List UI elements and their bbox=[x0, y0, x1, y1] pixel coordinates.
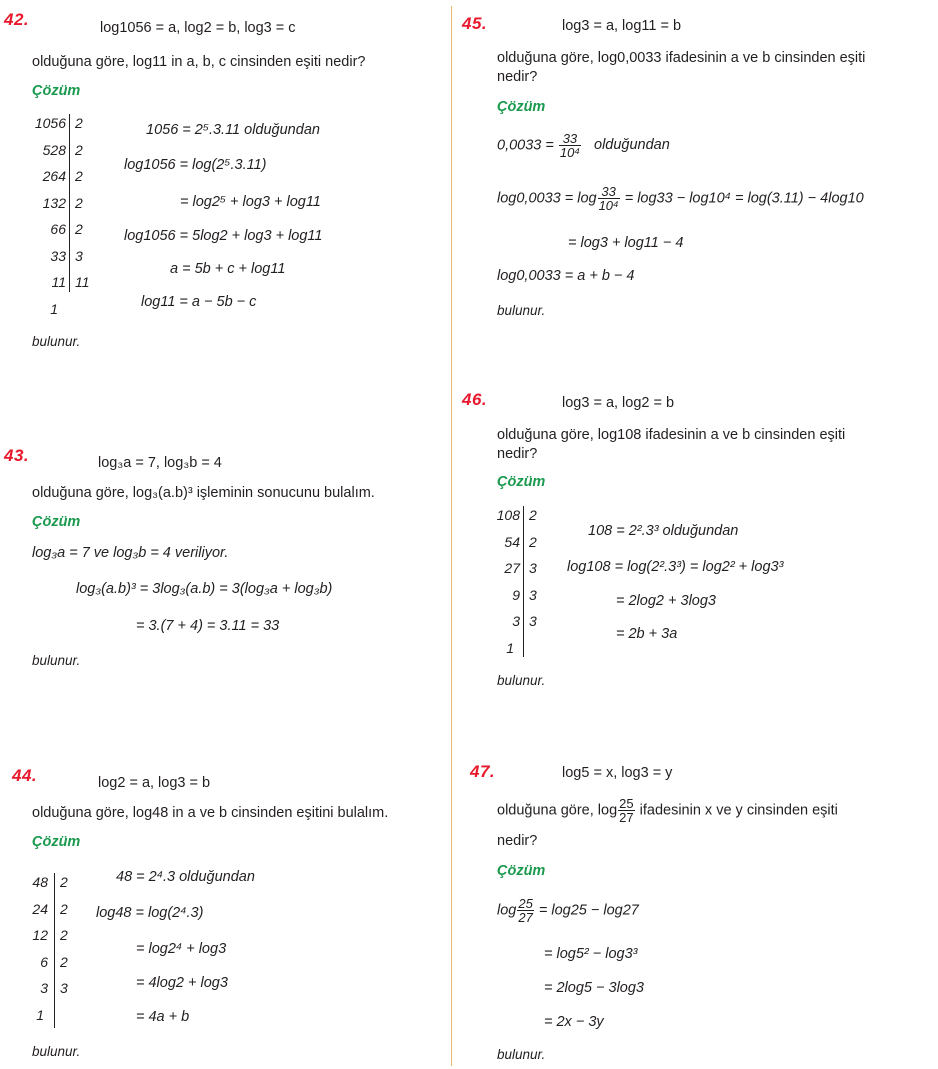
factor-value: 528 bbox=[42, 141, 66, 158]
factor-value: 27 bbox=[504, 560, 520, 576]
solution-line: log0,0033 = a + b − 4 bbox=[497, 268, 635, 284]
factor-value: 48 bbox=[32, 874, 48, 890]
factor-value: 33 bbox=[50, 247, 66, 264]
fraction bbox=[559, 132, 581, 159]
solution-line bbox=[497, 185, 864, 212]
factor-divisor: 2 bbox=[60, 900, 68, 917]
solution-line: log1056 = 5log2 + log3 + log11 bbox=[124, 228, 323, 244]
factor-value: 1 bbox=[50, 300, 58, 317]
solution-line: log108 = log(2².3³) = log2² + log3³ bbox=[567, 559, 784, 575]
problem-number: 46. bbox=[462, 390, 488, 409]
factor-divisor: 11 bbox=[75, 274, 90, 290]
factor-left bbox=[24, 874, 48, 1033]
factor-value: 9 bbox=[512, 586, 520, 603]
problem-number: 44. bbox=[12, 766, 38, 785]
factor-left bbox=[30, 115, 66, 327]
factor-value: 3 bbox=[40, 980, 48, 996]
solution-line: log48 = log(2⁴.3) bbox=[96, 905, 204, 921]
factor-divisor: 3 bbox=[529, 560, 537, 576]
fraction bbox=[517, 897, 533, 924]
fraction-denominator: 10⁴ bbox=[559, 145, 580, 160]
factor-right bbox=[60, 874, 68, 1007]
given-statement: log2 = a, log3 = b bbox=[98, 775, 211, 791]
solution-label: Çözüm bbox=[32, 834, 81, 850]
given-statement: log1056 = a, log2 = b, log3 = c bbox=[100, 20, 296, 36]
equation-part: log bbox=[497, 902, 517, 919]
closing-text: bulunur. bbox=[497, 673, 546, 688]
closing-text: bulunur. bbox=[497, 1047, 546, 1062]
solution-line: a = 5b + c + log11 bbox=[170, 261, 286, 277]
problem-number: 43. bbox=[4, 446, 30, 465]
solution-label: Çözüm bbox=[32, 83, 81, 99]
factor-divisor: 3 bbox=[529, 613, 537, 629]
factor-divisor: 3 bbox=[529, 586, 537, 603]
question-text: olduğuna göre, log₃(a.b)³ işleminin sonucunu bulalım. bbox=[32, 485, 375, 501]
solution-label: Çözüm bbox=[497, 863, 546, 879]
factor-line bbox=[54, 873, 55, 1028]
fraction-numerator: 25 bbox=[518, 896, 533, 911]
factor-divisor: 2 bbox=[75, 115, 83, 131]
fraction-denominator: 27 bbox=[619, 810, 634, 825]
fraction-numerator: 33 bbox=[559, 132, 581, 146]
solution-line bbox=[497, 897, 639, 924]
solution-line: log11 = a − 5b − c bbox=[141, 294, 257, 310]
equation-part: log0,0033 = log bbox=[497, 190, 597, 207]
question-text: olduğuna göre, log48 in a ve b cinsinden eşitini bulalım. bbox=[32, 805, 389, 821]
question-text: olduğuna göre, log0,0033 ifadesinin a ve b cinsinden eşiti bbox=[497, 50, 866, 66]
factor-divisor: 2 bbox=[60, 927, 68, 943]
solution-line: log1056 = log(2⁵.3.11) bbox=[124, 157, 267, 173]
factor-value: 24 bbox=[32, 900, 48, 917]
fraction bbox=[618, 797, 634, 824]
closing-text: bulunur. bbox=[497, 303, 546, 318]
closing-text: bulunur. bbox=[32, 653, 81, 668]
equation-part: = log33 − log10⁴ = log(3.11) − 4log10 bbox=[624, 190, 864, 207]
factor-value: 66 bbox=[50, 221, 66, 237]
closing-text: bulunur. bbox=[32, 334, 81, 349]
solution-line: = 2x − 3y bbox=[544, 1014, 604, 1030]
factor-value: 1 bbox=[36, 1006, 44, 1023]
solution-line: log₃(a.b)³ = 3log₃(a.b) = 3(log₃a + log₃b) bbox=[76, 581, 333, 597]
solution-label: Çözüm bbox=[497, 474, 546, 490]
solution-line: = 2b + 3a bbox=[616, 626, 678, 642]
fraction bbox=[598, 185, 620, 212]
equation-part: 0,0033 = bbox=[497, 137, 554, 154]
solution-line: = log2⁵ + log3 + log11 bbox=[180, 194, 321, 210]
question-part: ifadesinin x ve y cinsinden eşiti bbox=[635, 802, 838, 819]
fraction-denominator: 10⁴ bbox=[598, 198, 619, 213]
factor-right bbox=[75, 115, 90, 301]
solution-label: Çözüm bbox=[497, 99, 546, 115]
factor-value: 108 bbox=[496, 507, 520, 523]
factor-value: 1056 bbox=[34, 115, 66, 131]
equation-part: = log25 − log27 bbox=[538, 902, 639, 919]
factor-divisor: 3 bbox=[75, 247, 83, 264]
solution-line: 108 = 2².3³ olduğundan bbox=[588, 523, 739, 539]
factor-value: 6 bbox=[40, 953, 48, 970]
factor-divisor: 2 bbox=[60, 874, 68, 890]
solution-label: Çözüm bbox=[32, 514, 81, 530]
question-text: olduğuna göre, log108 ifadesinin a ve b cinsinden eşiti bbox=[497, 427, 846, 443]
fraction-numerator: 33 bbox=[598, 185, 620, 199]
solution-line: = 3.(7 + 4) = 3.11 = 33 bbox=[136, 618, 280, 634]
given-statement: log3 = a, log11 = b bbox=[562, 18, 682, 34]
closing-text: bulunur. bbox=[32, 1044, 81, 1059]
given-statement: log₃a = 7, log₃b = 4 bbox=[98, 455, 222, 471]
factor-value: 264 bbox=[42, 168, 66, 184]
solution-line: 48 = 2⁴.3 olduğundan bbox=[116, 869, 255, 885]
factor-divisor: 2 bbox=[75, 194, 83, 211]
solution-line bbox=[497, 132, 670, 159]
problem-number: 47. bbox=[470, 762, 496, 781]
factor-divisor: 2 bbox=[529, 507, 537, 523]
solution-line: = log3 + log11 − 4 bbox=[568, 235, 684, 251]
question-text: nedir? bbox=[497, 69, 538, 85]
factor-divisor: 2 bbox=[75, 141, 83, 158]
question-text: olduğuna göre, log11 in a, b, c cinsinden eşiti nedir? bbox=[32, 54, 366, 70]
problem-number: 45. bbox=[462, 14, 488, 33]
factor-divisor: 2 bbox=[529, 533, 537, 550]
column-divider bbox=[451, 6, 452, 1066]
factor-left bbox=[490, 507, 520, 666]
solution-line: = log5² − log3³ bbox=[544, 946, 638, 962]
solution-line: = 2log5 − 3log3 bbox=[544, 980, 644, 996]
solution-line: = 4log2 + log3 bbox=[136, 975, 228, 991]
given-statement: log5 = x, log3 = y bbox=[562, 765, 673, 781]
factor-divisor: 2 bbox=[60, 953, 68, 970]
fraction-numerator: 25 bbox=[619, 796, 634, 811]
question-text bbox=[497, 797, 838, 824]
question-part: olduğuna göre, log bbox=[497, 802, 618, 819]
solution-line: = log2⁴ + log3 bbox=[136, 941, 227, 957]
problem-number: 42. bbox=[4, 10, 30, 29]
factor-value: 12 bbox=[32, 927, 48, 943]
given-statement: log3 = a, log2 = b bbox=[562, 395, 675, 411]
factor-value: 11 bbox=[51, 274, 66, 290]
solution-line: log₃a = 7 ve log₃b = 4 veriliyor. bbox=[32, 545, 229, 561]
factor-divisor: 3 bbox=[60, 980, 68, 996]
factor-line bbox=[523, 506, 524, 657]
solution-line: = 2log2 + 3log3 bbox=[616, 593, 716, 609]
factor-divisor: 2 bbox=[75, 168, 83, 184]
question-text: nedir? bbox=[497, 833, 538, 849]
factor-right bbox=[529, 507, 537, 640]
factor-line bbox=[69, 114, 70, 292]
question-text: nedir? bbox=[497, 446, 538, 462]
fraction-denominator: 27 bbox=[518, 910, 533, 925]
factor-value: 54 bbox=[504, 533, 520, 550]
factor-value: 1 bbox=[506, 639, 514, 656]
solution-line: 1056 = 2⁵.3.11 olduğundan bbox=[146, 122, 320, 138]
factor-value: 3 bbox=[512, 613, 520, 629]
equation-part: olduğundan bbox=[594, 137, 670, 154]
factor-divisor: 2 bbox=[75, 221, 83, 237]
factor-value: 132 bbox=[42, 194, 66, 211]
solution-line: = 4a + b bbox=[136, 1009, 190, 1025]
